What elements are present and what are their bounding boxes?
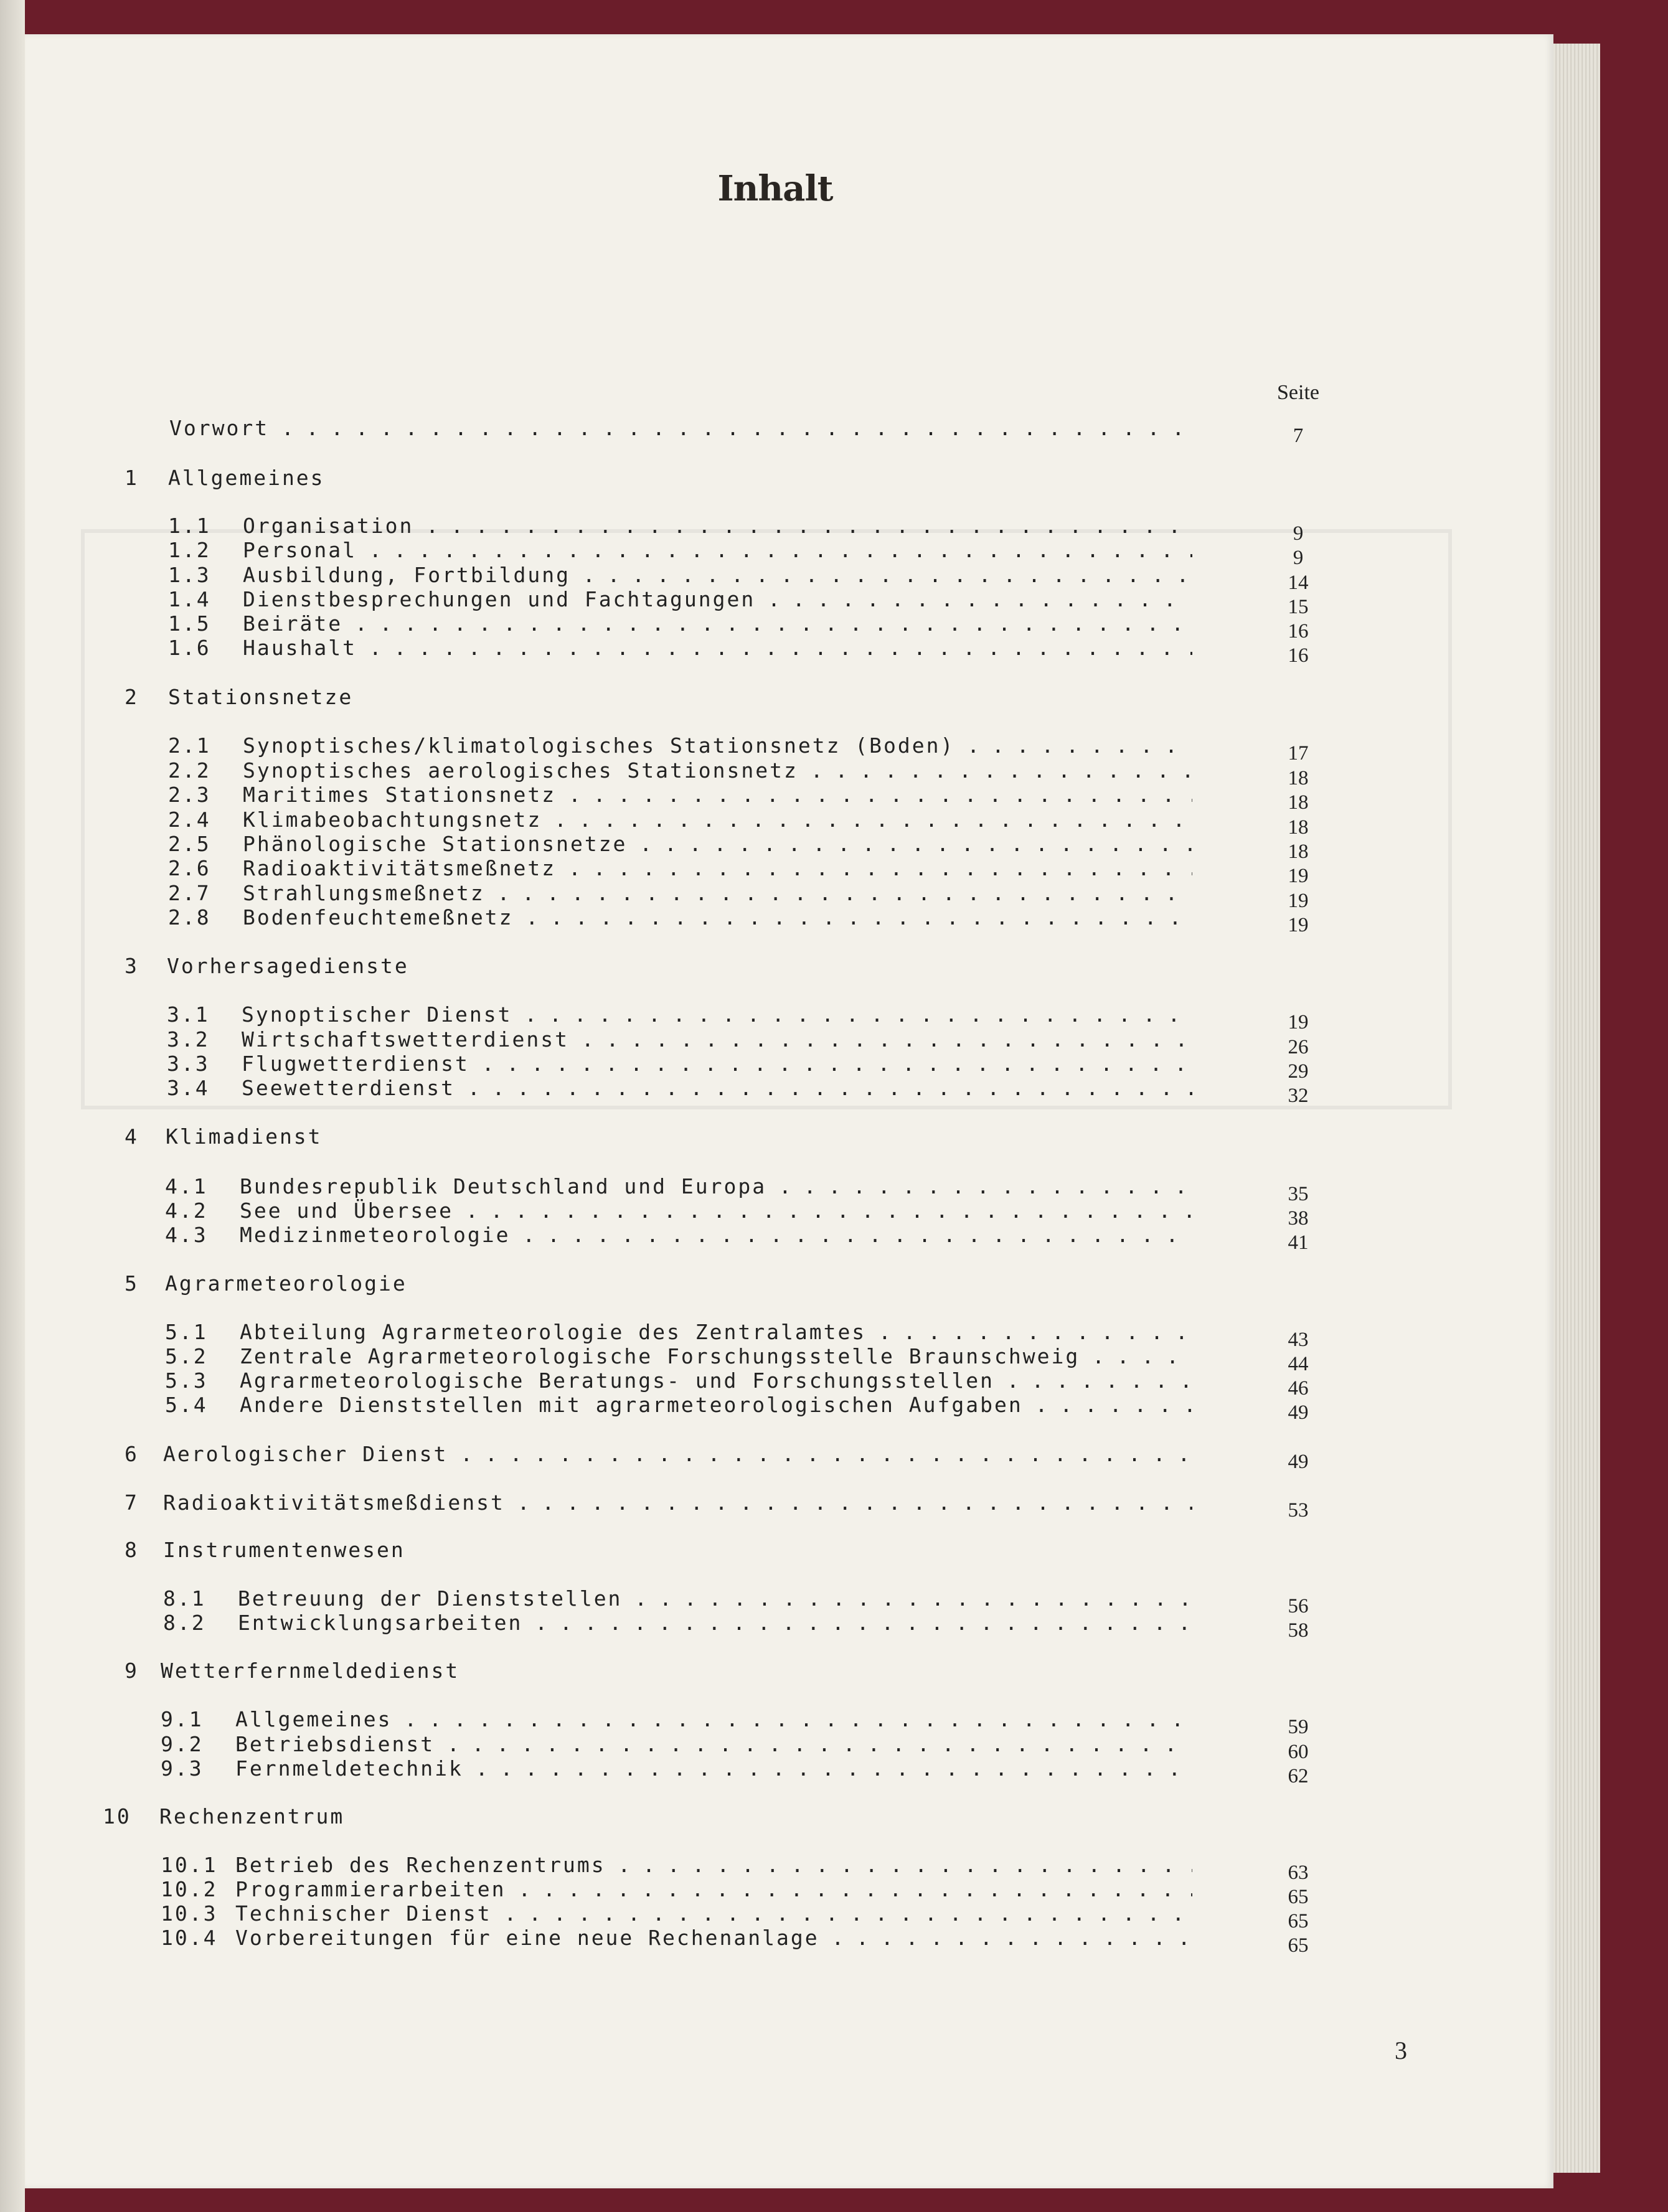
toc-entry[interactable] <box>0 1002 1668 1033</box>
page-number: 3 <box>1395 2036 1407 2064</box>
toc-entry-page: 19 <box>1288 1011 1309 1033</box>
toc-entry-page: 41 <box>1288 1231 1309 1254</box>
toc-entry-title: Synoptisches/klimatologisches Stationsnetz (Boden) . . . <box>243 733 1192 758</box>
toc-entry[interactable] <box>0 758 1668 789</box>
toc-entry-title: Betrieb des Rechenzentrums . . . <box>235 1853 1192 1877</box>
toc-entry-number: 3.2 <box>167 1027 210 1052</box>
toc-entry-title: Strahlungsmeßnetz . . . <box>243 881 1192 905</box>
toc-entry[interactable] <box>0 905 1668 936</box>
toc-entry-page: 49 <box>1288 1451 1309 1473</box>
toc-entry[interactable] <box>0 1223 1668 1254</box>
toc-entry[interactable] <box>0 636 1668 667</box>
toc-entry-page: 46 <box>1288 1377 1309 1400</box>
toc-entry[interactable] <box>0 1076 1668 1107</box>
toc-entry-number: 10.2 <box>161 1877 218 1901</box>
toc-entry-page: 58 <box>1288 1619 1309 1642</box>
toc-entry-number: 8 <box>125 1538 139 1562</box>
toc-entry-number: 5 <box>125 1271 139 1296</box>
toc-entry-number: 3.4 <box>167 1076 210 1100</box>
toc-entry-title: Dienstbesprechungen und Fachtagungen . . . <box>243 587 1192 611</box>
toc-section-heading[interactable] <box>0 685 1668 712</box>
toc-entry-page: 19 <box>1288 865 1309 887</box>
toc-entry-page: 38 <box>1288 1207 1309 1230</box>
toc-entry-title: Betreuung der Dienststellen . . . <box>238 1586 1192 1611</box>
toc-entry-number: 6 <box>125 1442 139 1466</box>
toc-entry-number: 7 <box>125 1490 139 1515</box>
toc-entry-title: Ausbildung, Fortbildung . . . <box>243 563 1192 587</box>
toc-entry-page: 7 <box>1293 425 1304 447</box>
toc-entry-number: 2 <box>125 685 139 709</box>
toc-entry[interactable] <box>0 1926 1668 1957</box>
toc-entry[interactable] <box>0 587 1668 618</box>
toc-entry-page: 44 <box>1288 1353 1309 1375</box>
toc-entry[interactable] <box>0 514 1668 545</box>
toc-entry-page: 59 <box>1288 1716 1309 1738</box>
toc-entry-page: 18 <box>1288 840 1309 863</box>
toc-entry-title: Vorhersagedienste <box>167 954 409 978</box>
toc-entry-title: Medizinmeteorologie . . . <box>240 1223 1192 1247</box>
toc-entry[interactable] <box>0 733 1668 765</box>
toc-entry-title: Flugwetterdienst . . . <box>242 1052 1192 1076</box>
toc-entry-title: Instrumentenwesen <box>163 1538 405 1562</box>
toc-section-heading[interactable] <box>0 466 1668 493</box>
toc-entry-number: 10.1 <box>161 1853 218 1877</box>
toc-entry-page: 9 <box>1293 547 1304 569</box>
toc-entry-title: Aerologischer Dienst . . . <box>163 1442 1192 1466</box>
toc-entry-number: 1.3 <box>168 563 211 587</box>
toc-entry-number: 1.6 <box>168 636 211 660</box>
toc-entry-page: 29 <box>1288 1060 1309 1083</box>
toc-entry[interactable] <box>0 1198 1668 1230</box>
toc-entry[interactable] <box>0 1877 1668 1908</box>
toc-entry-page: 18 <box>1288 791 1309 814</box>
toc-section-heading[interactable] <box>0 1804 1668 1832</box>
toc-entry-number: 8.1 <box>163 1586 206 1611</box>
toc-entry-page: 18 <box>1288 767 1309 789</box>
toc-entry-page: 62 <box>1288 1765 1309 1787</box>
toc-entry[interactable] <box>0 783 1668 814</box>
toc-entry[interactable] <box>0 1756 1668 1787</box>
toc-entry-number: 2.2 <box>168 758 211 783</box>
toc-entry[interactable] <box>0 1174 1668 1205</box>
toc-entry-number: 5.3 <box>165 1368 208 1393</box>
toc-entry[interactable] <box>0 416 1668 447</box>
toc-entry[interactable] <box>0 1344 1668 1375</box>
toc-entry-title: Klimabeobachtungsnetz . . . <box>243 807 1192 832</box>
toc-entry-title: Phänologische Stationsnetze . . . <box>243 832 1192 856</box>
toc-entry-number: 3.3 <box>167 1052 210 1076</box>
toc-entry-page: 26 <box>1288 1036 1309 1058</box>
toc-entry-title: Stationsnetze <box>168 685 354 709</box>
toc-entry-title: Klimadienst <box>166 1124 323 1149</box>
toc-entry-number: 1.5 <box>168 611 211 636</box>
toc-entry[interactable] <box>0 538 1668 569</box>
toc-entry-page: 18 <box>1288 816 1309 839</box>
seite-column-header: Seite <box>1277 381 1319 404</box>
toc-entry[interactable] <box>0 563 1668 594</box>
toc-entry-title: Beiräte . . . <box>243 611 1192 636</box>
toc-entry[interactable] <box>0 1586 1668 1617</box>
toc-section-heading[interactable] <box>0 954 1668 981</box>
toc-entry-title: Agrarmeteorologie <box>165 1271 407 1296</box>
toc-entry-number: 4.2 <box>165 1198 208 1223</box>
toc-entry[interactable] <box>0 1320 1668 1351</box>
toc-entry-title: Maritimes Stationsnetz . . . <box>243 783 1192 807</box>
toc-section-heading[interactable] <box>0 1271 1668 1299</box>
toc-entry-number: 2.7 <box>168 881 211 905</box>
toc-entry-title: Radioaktivitätsmeßdienst . . . <box>163 1490 1192 1515</box>
toc-entry-page: 65 <box>1288 1910 1309 1932</box>
toc-section-heading[interactable] <box>0 1124 1668 1152</box>
toc-entry-page: 65 <box>1288 1886 1309 1908</box>
toc-entry-number: 5.4 <box>165 1393 208 1417</box>
toc-entry[interactable] <box>0 1490 1668 1522</box>
toc-entry-title: Haushalt . . . <box>243 636 1192 660</box>
toc-entry-number: 9.1 <box>161 1707 204 1731</box>
toc-entry-page: 15 <box>1288 596 1309 618</box>
toc-entry-page: 14 <box>1288 572 1309 594</box>
toc-entry-title: Zentrale Agrarmeteorologische Forschungsstelle Braunschweig . . . <box>240 1344 1192 1368</box>
toc-entry[interactable] <box>0 832 1668 863</box>
toc-entry-number: 10.4 <box>161 1926 218 1950</box>
toc-entry-page: 16 <box>1288 620 1309 642</box>
toc-entry-page: 49 <box>1288 1401 1309 1424</box>
toc-entry-title: Vorwort . . . <box>169 416 1192 440</box>
toc-entry-number: 2.8 <box>168 905 211 930</box>
toc-entry-title: Bundesrepublik Deutschland und Europa . . . <box>240 1174 1192 1198</box>
toc-entry-title: Vorbereitungen für eine neue Rechenanlage . . . <box>235 1926 1192 1950</box>
toc-entry-number: 2.3 <box>168 783 211 807</box>
page-title: Inhalt <box>717 168 833 209</box>
toc-section-heading[interactable] <box>0 1538 1668 1565</box>
toc-entry[interactable] <box>0 1052 1668 1083</box>
toc-entry-title: Fernmeldetechnik . . . <box>235 1756 1192 1781</box>
toc-entry-title: Allgemeines . . . <box>235 1707 1192 1731</box>
toc-entry-number: 10 <box>103 1804 131 1828</box>
toc-entry-number: 4 <box>125 1124 139 1149</box>
toc-entry[interactable] <box>0 881 1668 912</box>
toc-entry-number: 4.1 <box>165 1174 208 1198</box>
toc-entry-number: 2.5 <box>168 832 211 856</box>
toc-entry-page: 53 <box>1288 1499 1309 1522</box>
toc-entry-page: 65 <box>1288 1934 1309 1957</box>
toc-entry-title: Seewetterdienst . . . <box>242 1076 1192 1100</box>
toc-entry-number: 1.2 <box>168 538 211 562</box>
toc-entry-title: Agrarmeteorologische Beratungs- und Forschungsstellen . . . <box>240 1368 1192 1393</box>
toc-entry-number: 2.6 <box>168 856 211 880</box>
toc-entry-title: Wetterfernmeldedienst <box>161 1659 460 1683</box>
toc-entry-number: 3 <box>125 954 139 978</box>
toc-entry-page: 32 <box>1288 1085 1309 1107</box>
toc-entry-number: 2.4 <box>168 807 211 832</box>
toc-entry[interactable] <box>0 611 1668 642</box>
toc-entry-number: 9.2 <box>161 1732 204 1756</box>
toc-entry[interactable] <box>0 1393 1668 1424</box>
toc-entry-page: 9 <box>1293 522 1304 545</box>
toc-entry-title: Andere Dienststellen mit agrarmeteorologischen Aufgaben . . . <box>240 1393 1192 1417</box>
toc-entry-page: 63 <box>1288 1861 1309 1884</box>
toc-entry-title: Bodenfeuchtemeßnetz . . . <box>243 905 1192 930</box>
toc-entry-title: See und Übersee . . . <box>240 1198 1192 1223</box>
toc-entry-number: 5.2 <box>165 1344 208 1368</box>
toc-entry[interactable] <box>0 1442 1668 1473</box>
toc-entry-title: Betriebsdienst . . . <box>235 1732 1192 1756</box>
toc-entry[interactable] <box>0 807 1668 839</box>
toc-entry-number: 10.3 <box>161 1901 218 1926</box>
toc-entry[interactable] <box>0 856 1668 887</box>
toc-entry-page: 17 <box>1288 742 1309 765</box>
toc-entry-number: 1 <box>125 466 139 490</box>
toc-entry-title: Programmierarbeiten . . . <box>235 1877 1192 1901</box>
toc-entry-page: 60 <box>1288 1741 1309 1763</box>
toc-entry[interactable] <box>0 1707 1668 1738</box>
toc-entry-title: Entwicklungsarbeiten . . . <box>238 1611 1192 1635</box>
toc-entry-number: 8.2 <box>163 1611 206 1635</box>
toc-entry-number: 4.3 <box>165 1223 208 1247</box>
toc-entry[interactable] <box>0 1853 1668 1884</box>
toc-entry[interactable] <box>0 1611 1668 1642</box>
toc-entry-title: Synoptischer Dienst . . . <box>242 1002 1192 1027</box>
toc-entry-number: 3.1 <box>167 1002 210 1027</box>
toc-entry-number: 2.1 <box>168 733 211 758</box>
toc-entry-page: 19 <box>1288 914 1309 936</box>
toc-entry-title: Synoptisches aerologisches Stationsnetz . . . <box>243 758 1192 783</box>
toc-entry-title: Wirtschaftswetterdienst . . . <box>242 1027 1192 1052</box>
toc-entry-page: 19 <box>1288 890 1309 912</box>
toc-entry-title: Personal . . . <box>243 538 1192 562</box>
toc-entry-title: Organisation . . . <box>243 514 1192 538</box>
toc-entry-number: 9 <box>125 1659 139 1683</box>
toc-entry[interactable] <box>0 1368 1668 1400</box>
toc-entry[interactable] <box>0 1901 1668 1932</box>
toc-entry-title: Radioaktivitätsmeßnetz . . . <box>243 856 1192 880</box>
toc-entry-title: Abteilung Agrarmeteorologie des Zentralamtes . . . <box>240 1320 1192 1344</box>
toc-entry-page: 16 <box>1288 644 1309 667</box>
toc-entry[interactable] <box>0 1732 1668 1763</box>
toc-entry-number: 1.4 <box>168 587 211 611</box>
toc-entry-page: 56 <box>1288 1595 1309 1617</box>
toc-entry-title: Allgemeines <box>168 466 325 490</box>
toc-entry-page: 35 <box>1288 1183 1309 1205</box>
toc-entry-title: Rechenzentrum <box>159 1804 345 1828</box>
toc-entry-title: Technischer Dienst . . . <box>235 1901 1192 1926</box>
toc-section-heading[interactable] <box>0 1659 1668 1686</box>
toc-entry-number: 9.3 <box>161 1756 204 1781</box>
toc-entry-number: 1.1 <box>168 514 211 538</box>
toc-entry-page: 43 <box>1288 1329 1309 1351</box>
toc-entry-number: 5.1 <box>165 1320 208 1344</box>
toc-entry[interactable] <box>0 1027 1668 1058</box>
